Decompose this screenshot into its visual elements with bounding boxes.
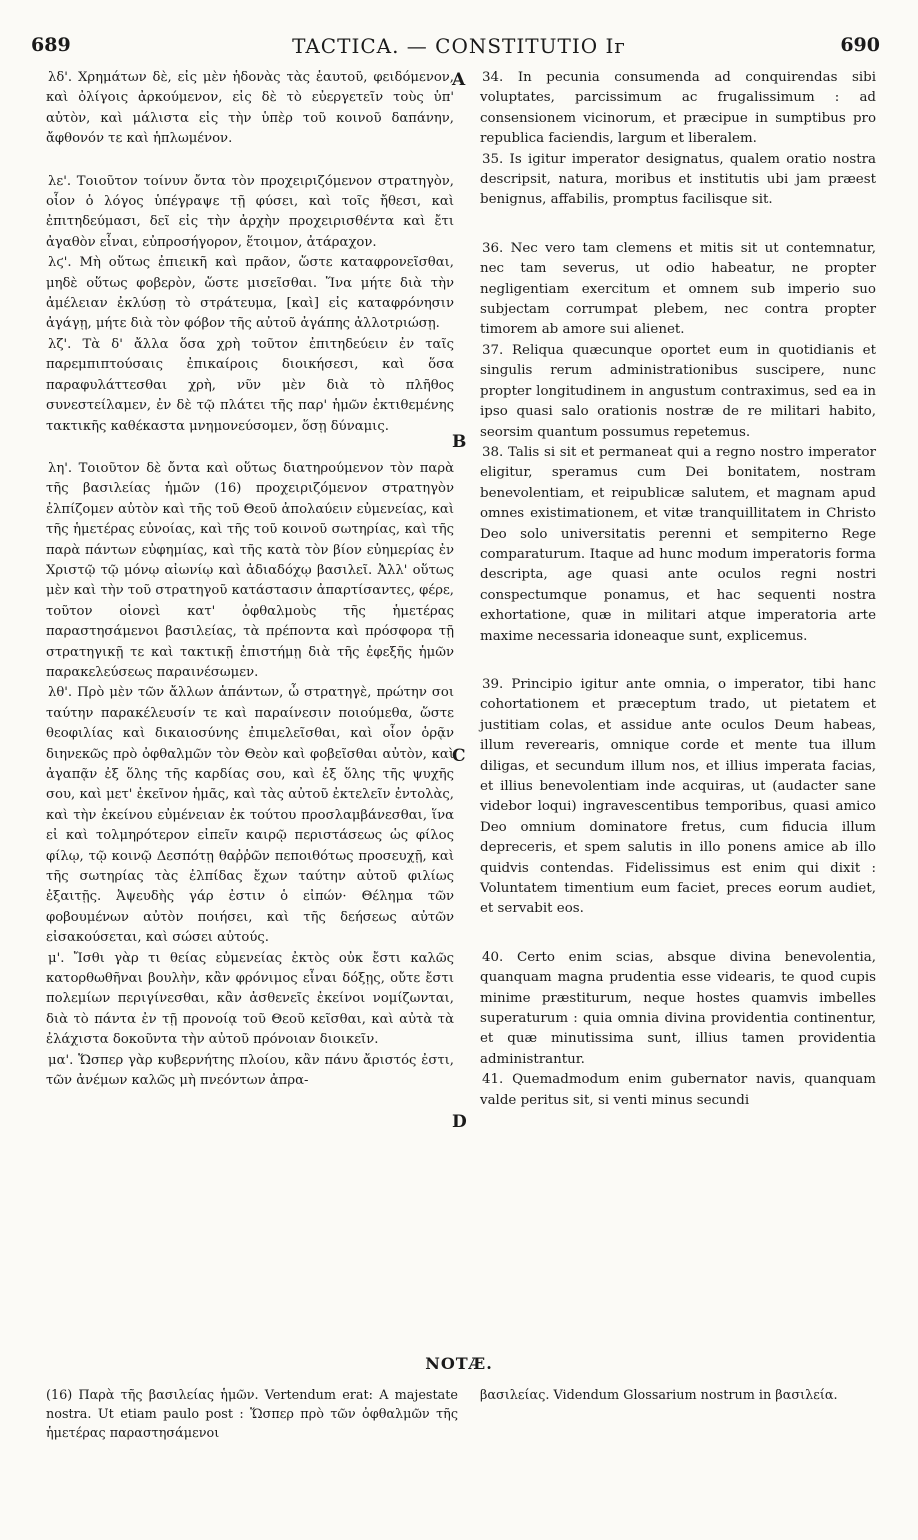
greek-paragraph-39: λθ'. Πρὸ μὲν τῶν ἄλλων ἁπάντων, ὦ στρατηγὲ, πρώτην σοι ταύτην παρακέλευσίν τε καὶ παραίνεσιν ποιούμεθα, ὥστε θεοφιλίας καὶ δικαιοσύνης ἐπιμελεῖσθαι, καὶ οἷον ὁρᾷν διηνεκῶς πρὸ ὀφθαλμῶν τὸν Θεὸν καὶ φοβεῖσθαι αὐτὸν, καὶ ἀγαπᾷν ἐξ ὅλης τῆς καρδίας σου, καὶ ἐξ ὅλης τῆς ψυχῆς σου, καὶ μετ' ἐκεῖνον ἡμᾶς, καὶ τὰς αὐτοῦ ἐκτελεῖν ἐντολὰς, καὶ τὴν ἐκείνου εὐμένειαν ἐκ τούτου προσλαμβάνεσθαι, ἵνα εἰ καὶ τολμηρότερον εἰπεῖν καιρῷ περιστάσεως ὡς φίλος φίλῳ, τῷ κοινῷ Δεσπότῃ θαῤῥῶν πεποιθότως προσευχῇ, καὶ τῆς σωτηρίας τὰς ἐλπίδας ἔχων ταύτην αὐτοῦ φιλίως ἐξαιτῇς. Ἀψευδὴς γάρ ἐστιν ὁ εἰπών· Θέλημα τῶν φοβουμένων αὐτὸν ποιήσει, καὶ τῆς δεήσεως αὐτῶν εἰσακούσεται, καὶ σώσει αὐτούς.	[46, 685, 454, 946]
greek-paragraph-41: μα'. Ὥσπερ γὰρ κυβερνήτης πλοίου, κἂν πάνυ ἄριστός ἐστι, τῶν ἀνέμων καλῶς μὴ πνεόντων ἀπρα-	[46, 1052, 454, 1089]
greek-paragraph-35: λε'. Τοιοῦτον τοίνυν ὄντα τὸν προχειριζόμενον στρατηγὸν, οἷον ὁ λόγος ὑπέγραψε τῇ φύσει, καὶ τοῖς ἤθεσι, καὶ ἐπιτηδεύμασι, δεῖ εἰς τὴν ἀρχὴν προχειρισθέντα καὶ ἔτι ἀγαθὸν εἶναι, εὐπροσήγορον, ἕτοιμον, ἀτάραχον.	[46, 173, 454, 250]
running-title: TACTICA. — CONSTITUTIO Iᴦ	[292, 34, 626, 58]
greek-paragraph-38: λη'. Τοιοῦτον δὲ ὄντα καὶ οὕτως διατηρούμενον τὸν παρὰ τῆς βασιλείας ἡμῶν (16) προχειριζόμενον στρατηγὸν ἐλπίζομεν αὐτὸν καὶ τῆς τοῦ Θεοῦ ἀπολαύειν εὐμενείας, καὶ τῆς ἡμετέρας εὐνοίας, καὶ τῆς τοῦ κοινοῦ σωτηρίας, καὶ τῆς παρὰ πάντων εὐφημίας, καὶ τῆς κατὰ τὸν βίον εὐημερίας ἐν Χριστῷ τῷ μόνῳ αἰωνίῳ καὶ ἀδιαδόχῳ βασιλεῖ. Ἀλλ' οὕτως μὲν καὶ τὴν τοῦ στρατηγοῦ κατάστασιν ἀπαρτίσαντες, φέρε, τοῦτον οἱονεὶ κατ' ὀφθαλμοὺς τῆς ἡμετέρας παραστησάμενοι βασιλείας, τὰ πρέποντα καὶ πρόσφορα τῇ στρατηγικῇ τε καὶ τακτικῇ ἐπιστήμῃ διὰ τῆς ἐφεξῆς ἡμῶν παρακελεύσεως παραινέσωμεν.	[46, 460, 454, 680]
latin-paragraph-35: 35. Is igitur imperator designatus, qualem oratio nostra descripsit, natura, moribus et institutis ubi jam præest benignus, affabilis, promptus facilisque sit.	[480, 151, 876, 208]
page-number-right: 690	[840, 34, 880, 56]
margin-letter-b: B	[452, 432, 467, 452]
latin-paragraph-34: 34. In pecunia consumenda ad conquirendas sibi voluptates, parcissimum ac frugalissimum : ad consensionem vicinorum, et præcipue in sumptibus pro republica faciendis, largum et liberalem.	[480, 70, 876, 147]
latin-paragraph-37: 37. Reliqua quæcunque oportet eum in quotidianis et singulis rerum administrationibus suscipere, nunc propter longitudinem in angustum contraximus, sed ea in ipso quasi salo orationis nostræ de re militari habito, seorsim quantum possumus repetemus.	[480, 342, 876, 440]
greek-paragraph-36: λϛ'. Μὴ οὕτως ἐπιεικῆ καὶ πρᾶον, ὥστε καταφρονεῖσθαι, μηδὲ οὕτως φοβερὸν, ὥστε μισεῖσθαι. Ἵνα μήτε διὰ τὴν ἀμέλειαν ἐκλύσῃ τὸ στράτευμα, [καὶ] εἰς καταφρόνησιν ἀγάγῃ, μήτε διὰ τὸν φόβον τῆς αὐτοῦ ἀγάπης ἀλλοτριώσῃ.	[46, 255, 454, 332]
greek-paragraph-37: λζ'. Τὰ δ' ἄλλα ὅσα χρὴ τοῦτον ἐπιτηδεύειν ἐν ταῖς παρεμπιπτούσαις ἐπικαίροις διοικήσεσι, καὶ ὅσα παραφυλάττεσθαι χρὴ, νῦν μὲν διὰ τὸ πλῆθος συνεστείλαμεν, ἐν δὲ τῷ πλάτει τῆς παρ' ἡμῶν ἐκτιθεμένης τακτικῆς καθέκαστα μνημονεύσομεν, ὅσῃ δύναμις.	[46, 336, 454, 434]
latin-paragraph-36: 36. Nec vero tam clemens et mitis sit ut contemnatur, nec tam severus, ut odio habeatur, ne propter negligentiam exercitum et omnem sub imperio suo subjectam corrumpat plebem, nec contra propter timorem ab amore sui alienet.	[480, 240, 876, 338]
greek-paragraph-34: λδ'. Χρημάτων δὲ, εἰς μὲν ἡδονὰς τὰς ἑαυτοῦ, φειδόμενον, καὶ ὀλίγοις ἀρκούμενον, εἰς δὲ τὸ εὐεργετεῖν τοὺς ὑπ' αὐτὸν, καὶ μάλιστα εἰς τὴν ὑπὲρ τοῦ κοινοῦ δαπάνην, ἄφθονόν τε καὶ ἡπλωμένον.	[46, 70, 454, 147]
greek-paragraph-40: μ'. Ἴσθι γὰρ τι θείας εὐμενείας ἐκτὸς οὐκ ἔστι καλῶς κατορθωθῆναι βουλὴν, κἂν φρόνιμος εἶναι δόξῃς, οὔτε ἔστι πολεμίων περιγίνεσθαι, κἂν ἀσθενεῖς ἐκείνοι νομίζωνται, διὰ τὸ πάντα ἐν τῇ προνοίᾳ τοῦ Θεοῦ κεῖσθαι, καὶ αὐτὰ τὰ ἐλάχιστα δοκοῦντα τὴν αὐτοῦ πρόνοιαν διοικεῖν.	[46, 950, 454, 1048]
greek-column	[46, 68, 454, 1092]
latin-paragraph-41: 41. Quemadmodum enim gubernator navis, quanquam valde peritus sit, si venti minus secundi	[480, 1072, 876, 1108]
page-number-left: 689	[31, 34, 71, 56]
margin-letter-c: C	[452, 746, 466, 766]
margin-letter-a: A	[452, 70, 466, 90]
latin-paragraph-40: 40. Certo enim scias, absque divina benevolentia, quanquam magna prudentia esse videaris, te quod cupis minime præstiturum, neque hostes quamvis imbelles superaturum : quia omnia divina providentia continentur, et quæ minutissima sunt, illius tamen providentia administrantur.	[480, 949, 876, 1067]
latin-column	[480, 68, 876, 1111]
footnote-16: (16) Παρὰ τῆς βασιλείας ἡμῶν. Vertendum erat: A majestate nostra. Ut etiam paulo post : Ὥσπερ πρὸ τῶν ὀφθαλμῶν τῆς ἡμετέρας παραστησάμενοι	[46, 1388, 458, 1441]
footnote-16-continued: βασιλείας. Videndum Glossarium nostrum in βασιλεία.	[480, 1388, 838, 1403]
running-header	[0, 34, 918, 66]
margin-letter-d: D	[452, 1112, 467, 1132]
latin-paragraph-38: 38. Talis si sit et permaneat qui a regno nostro imperator eligitur, speramus cum Dei bonitatem, nostram benevolentiam, et reipublicæ salutem, et magnam apud omnes existimationem, et vitæ tranquillitatem in Christo Deo solo universitatis perenni et sempiterno Rege comparaturum. Itaque ad hunc modum imperatoris forma descripta, age quasi ante oculos regni nostri conspectumque ponamus, et hac sequenti nostra exhortatione, quæ in militari atque imperatoria arte maxime necessaria idoneaque sunt, explicemus.	[480, 444, 876, 644]
notes-heading: NOTÆ.	[425, 1354, 493, 1373]
latin-paragraph-39: 39. Principio igitur ante omnia, o imperator, tibi hanc cohortationem et præceptum trado, ut pietatem et justitiam colas, et assidue ante oculos Deum habeas, illum reverearis, omnique corde et mente tua illum diligas, et secundum illum nos, et illius imperata facias, et illius benevolentiam inde acquiras, ut (audacter sane videbor loqui) ingravescentibus temporibus, quasi amico Deo omnium dominatore fretus, cum fiducia illum depreceris, et spem salutis in illo ponens amice ab illo quidvis contendas. Fidelissimus est enim qui dixit : Voluntatem timentium eum faciet, preces eorum audiet, et servabit eos.	[480, 676, 876, 917]
